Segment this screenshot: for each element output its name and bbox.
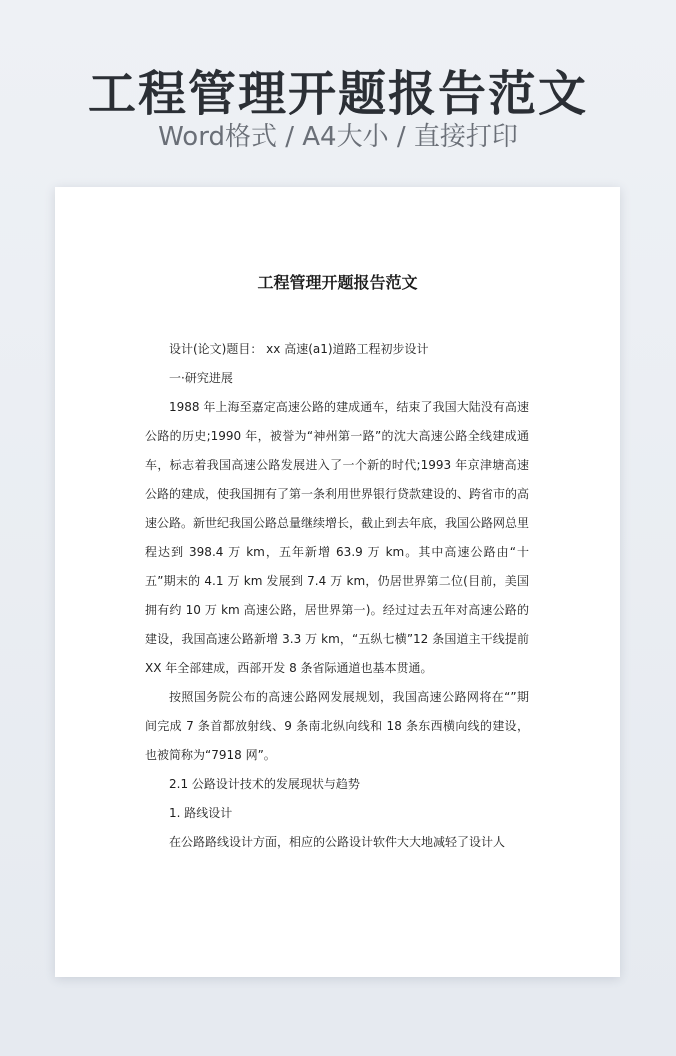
document-page	[55, 187, 620, 977]
subsection-heading: 2.1 公路设计技术的发展现状与趋势	[169, 777, 360, 791]
body-paragraph: 按照国务院公布的高速公路网发展规划，我国高速公路网将在“”期间完成 7 条首都放射线、9 条南北纵向线和 18 条东西横向线的建设，也被简称为“7918 网”。	[145, 690, 529, 762]
body-paragraph: 在公路路线设计方面，相应的公路设计软件大大地减轻了设计人	[169, 835, 506, 849]
section-heading-research-progress: 一·研究进展	[169, 371, 233, 385]
thesis-topic-line: 设计(论文)题目： xx 高速(a1)道路工程初步设计	[169, 342, 429, 356]
banner-subtitle: Word格式 / A4大小 / 直接打印	[158, 122, 518, 152]
document-title: 工程管理开题报告范文	[257, 273, 418, 292]
banner-title: 工程管理开题报告范文	[87, 66, 588, 122]
body-paragraph: 1988 年上海至嘉定高速公路的建成通车，结束了我国大陆没有高速公路的历史;1990 年，被誉为“神州第一路”的沈大高速公路全线建成通车，标志着我国高速公路发展进入了一个新的时代;1993 年京津塘高速公路的建成，使我国拥有了第一条利用世界银行贷款建设的、跨省市的高速公路。新世纪我国公路总量继续增长，截止到去年底，我国公路网总里程达到 398.4 万 km，五年新增 63.9 万 km。其中高速公路由“十五”期末的 4.1 万 km 发展到 7.4 万 km，仍居世界第二位(目前，美国拥有约 10 万 km 高速公路，居世界第一)。经过过去五年对高速公路的建设，我国高速公路新增 3.3 万 km，“五纵七横”12 条国道主干线提前 XX 年全部建成，西部开发 8 条省际通道也基本贯通。	[145, 400, 530, 675]
document-body	[145, 335, 529, 857]
list-heading-route-design: 1. 路线设计	[169, 806, 233, 820]
